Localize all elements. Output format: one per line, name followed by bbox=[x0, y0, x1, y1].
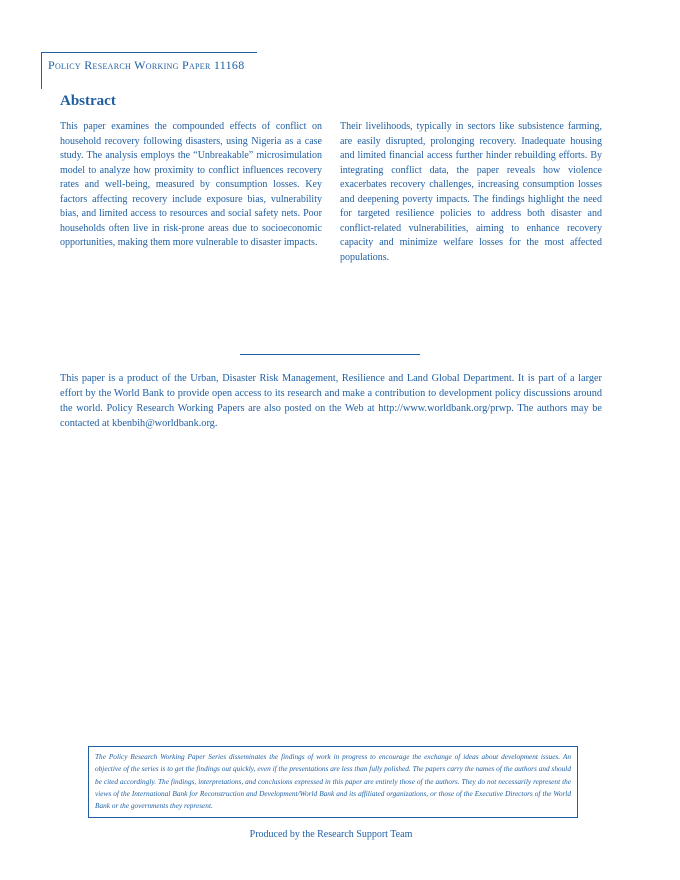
product-note: This paper is a product of the Urban, Disaster Risk Management, Resilience and Land Global Department. It is part of a larger effort by the World Bank to provide open access to its research and make a contribution to development policy discussions around the world. Policy Research Working Papers are also posted on the Web at http://www.worldbank.org/prwp. The authors may be contacted at kbenbih@worldbank.org. bbox=[60, 373, 602, 429]
section-divider bbox=[240, 354, 420, 355]
abstract-column-left: This paper examines the compounded effects of conflict on household recovery following disasters, using Nigeria as a case study. The analysis employs the “Unbreakable” microsimulation model to analyze how proximity to conflict influences recovery rates and well-being, measured by consumption losses. Key factors affecting recovery include exposure bias, vulnerability bias, and limited access to resources and social safety nets. Poor households often live in risk-prone areas due to socioeconomic opportunities, making them more vulnerable to disaster impacts. bbox=[60, 121, 322, 248]
disclaimer-box bbox=[88, 746, 578, 818]
series-title: Policy Research Working Paper 11168 bbox=[48, 58, 245, 72]
disclaimer-text: The Policy Research Working Paper Series disseminates the findings of work in progress to encourage the exchange of ideas about development issues. An objective of the series is to get the findings out quickly, even if the presentations are less than fully polished. The papers carry the names of the authors and should be cited accordingly. The findings, interpretations, and conclusions expressed in this paper are entirely those of the authors. They do not necessarily represent the views of the International Bank for Reconstruction and Development/World Bank and its affiliated organizations, or those of the Executive Directors of the World Bank or the governments they represent. bbox=[95, 752, 571, 811]
produced-by-footer: Produced by the Research Support Team bbox=[249, 829, 413, 840]
abstract-heading: Abstract bbox=[60, 93, 116, 109]
series-header bbox=[41, 52, 257, 89]
abstract-column-right: Their livelihoods, typically in sectors like subsistence farming, are easily disrupted, prolonging recovery. Inadequate housing and limited financial access further hinder rebuilding efforts. By integrating conflict data, the paper reveals how violence exacerbates recovery challenges, increasing consumption losses and deepening poverty impacts. The findings highlight the need for targeted resilience policies to address both disaster and conflict-related vulnerabilities, aiming to enhance recovery capacity and minimize welfare losses for the most affected populations. bbox=[340, 121, 602, 263]
